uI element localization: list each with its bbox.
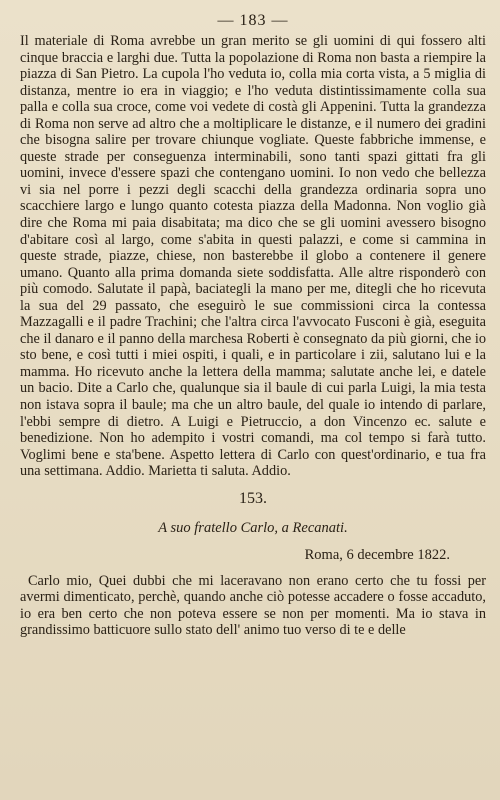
letter-date: Roma, 6 decembre 1822. [304,546,450,563]
letter-number: 153. [239,489,267,507]
letter-body-text: Carlo mio, Quei dubbi che mi laceravano non erano certo che tu fossi per avermi dimenticato, perchè, quando anche ciò potesse accadere o fosse accaduto, io era ben certo che non poteva essere se non per momenti. Ma io stava in grandissimo batticuore sullo stato dell' animo tuo verso di te e delle [20,572,486,639]
letter-heading: A suo fratello Carlo, a Recanati. [158,519,348,536]
page-number: — 183 — [217,12,289,29]
previous-letter-text: Il materiale di Roma avrebbe un gran merito se gli uomini di qui fossero alti cinque braccia e larghi due. Tutta la popolazione di Roma non basta a riempire la piazza di San Pietro. La cupola l'ho veduta io, colla mia corta vista, a 5 miglia di distanza, mentre io era in viaggio; e l'ho veduta distintissimamente colla sua palla e colla sua croce, come voi vedete di costà gli Appenini. Tutta la grandezza di Roma non serve ad altro che a moltiplicare le distanze, e il numero dei gradini che bisogna salire per trovare chiunque vogliate. Queste fabbriche immense, e queste strade per conseguenza interminabili, sono tanti spazi gittati fra gli uomini, invece d'essere spazi che contengano uomini. Io non vedo che bellezza vi sia nel porre i pezzi degli scacchi della grandezza ordinaria sopra uno scacchiere largo e lungo quanto cotesta piazza della Madonna. Non voglio già dire che Roma mi paia disabitata; ma dico che se gli uomini avessero bisogno d'abitare così al largo, come s'abita in questi palazzi, e come si cammina in queste strade, piazze, chiese, non basterebbe il globo a contenere il genere umano. Quanto alla prima domanda siete soddisfatta. Alle altre risponderò con più comodo. Salutate il papà, baciategli la mano per me, ditegli che ho ricevuta la sua del 29 passato, che eseguirò le sue commissioni circa la contessa Mazzagalli e il padre Trachini; che l'altra circa l'avvocato Fusconi è già, eseguita che il danaro e il panno della marchesa Roberti è consegnato da più giorni, che io sto bene, e così tutti i miei ospiti, i quali, e in particolare i zii, salutano lui e la mamma. Ho ricevuto anche la lettera della mamma; salutate anche lei, e datele un bacio. Dite a Carlo che, qualunque sia il baule di cui parla Luigi, la mia testa non istava sopra il baule; ma che un altro baule, del quale io intendo di parlare, l'ebbi sempre di dietro. A Luigi e Pietruccio, a don Vincenzo ec. salute e benedizione. Non ho adempito i vostri comandi, ma col tempo si farà tutto. Voglimi bene e sta'bene. Aspetto lettera di Carlo con quest'ordinario, e tua fra una settimana. Addio. Marietta ti saluta. Addio. [20,33,486,480]
